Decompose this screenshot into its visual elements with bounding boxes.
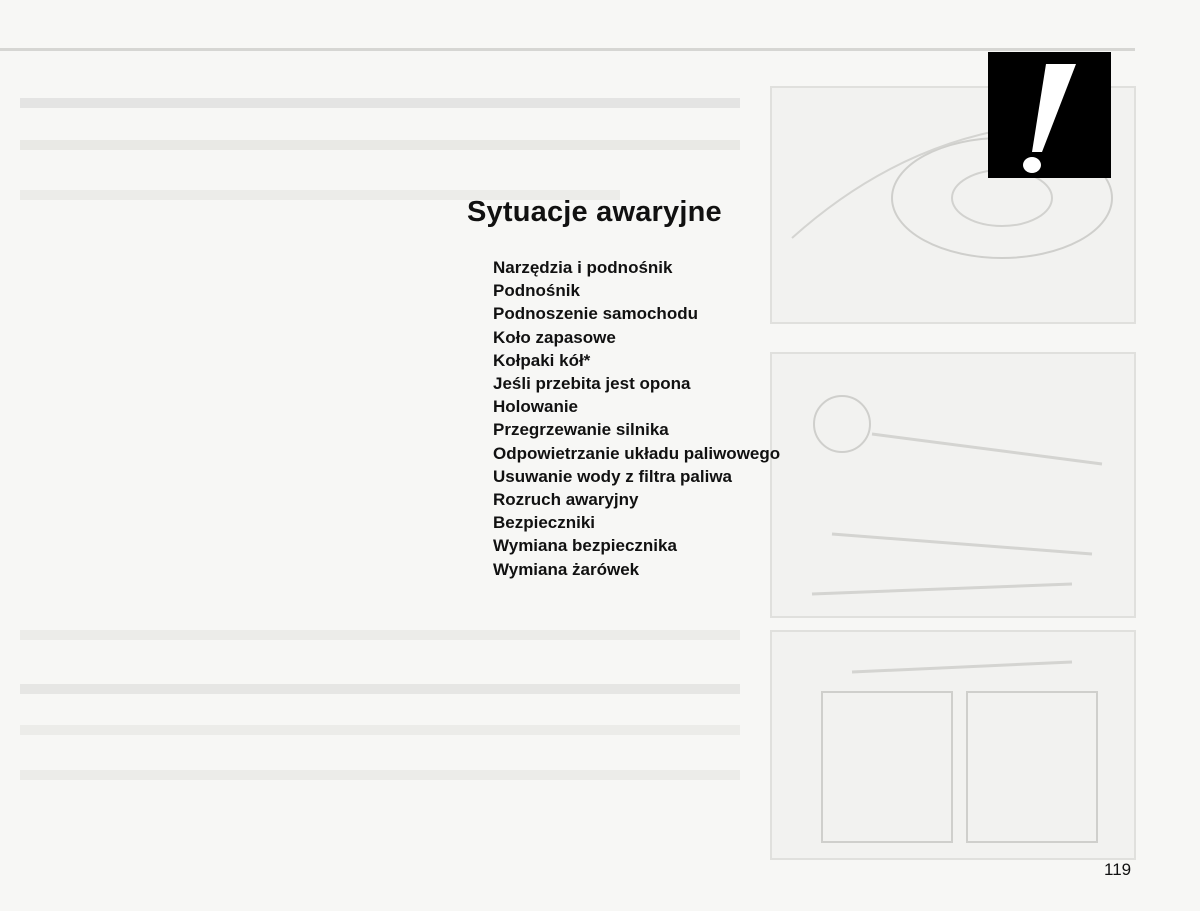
contents-item: Podnoszenie samochodu bbox=[493, 304, 698, 324]
contents-item: Wymiana żarówek bbox=[493, 559, 640, 579]
ghost-illustration-middle bbox=[770, 352, 1136, 618]
contents-item: Rozruch awaryjny bbox=[493, 490, 639, 510]
body-ghost-band-3 bbox=[20, 630, 740, 640]
body-ghost-band-5 bbox=[20, 725, 740, 735]
contents-item: Wymiana bezpiecznika bbox=[493, 536, 677, 556]
contents-item: Przegrzewanie silnika bbox=[493, 420, 669, 440]
exclamation-icon bbox=[988, 52, 1111, 178]
contents-item: Holowanie bbox=[493, 397, 579, 417]
ghost-illustration-bottom bbox=[770, 630, 1136, 860]
body-ghost-band-1 bbox=[20, 140, 740, 150]
contents-item: Usuwanie wody z filtra paliwa bbox=[493, 466, 732, 486]
contents-item: Podnośnik bbox=[493, 281, 580, 301]
contents-item: Odpowietrzanie układu paliwowego bbox=[493, 443, 781, 463]
body-ghost-band-6 bbox=[20, 770, 740, 780]
contents-item: Jeśli przebita jest opona bbox=[493, 374, 691, 394]
top-rule bbox=[0, 48, 1135, 51]
header-ghost-band bbox=[20, 98, 740, 108]
contents-item: Koło zapasowe bbox=[493, 327, 616, 347]
contents-item: Narzędzia i podnośnik bbox=[493, 258, 673, 277]
warning-box bbox=[988, 52, 1111, 178]
contents-item: Bezpieczniki bbox=[493, 513, 596, 533]
page-number: 119 bbox=[1104, 860, 1132, 879]
contents-list bbox=[493, 256, 780, 581]
page-title: Sytuacje awaryjne bbox=[467, 196, 722, 228]
contents-item: Kołpaki kół* bbox=[493, 350, 591, 370]
body-ghost-band-4 bbox=[20, 684, 740, 694]
